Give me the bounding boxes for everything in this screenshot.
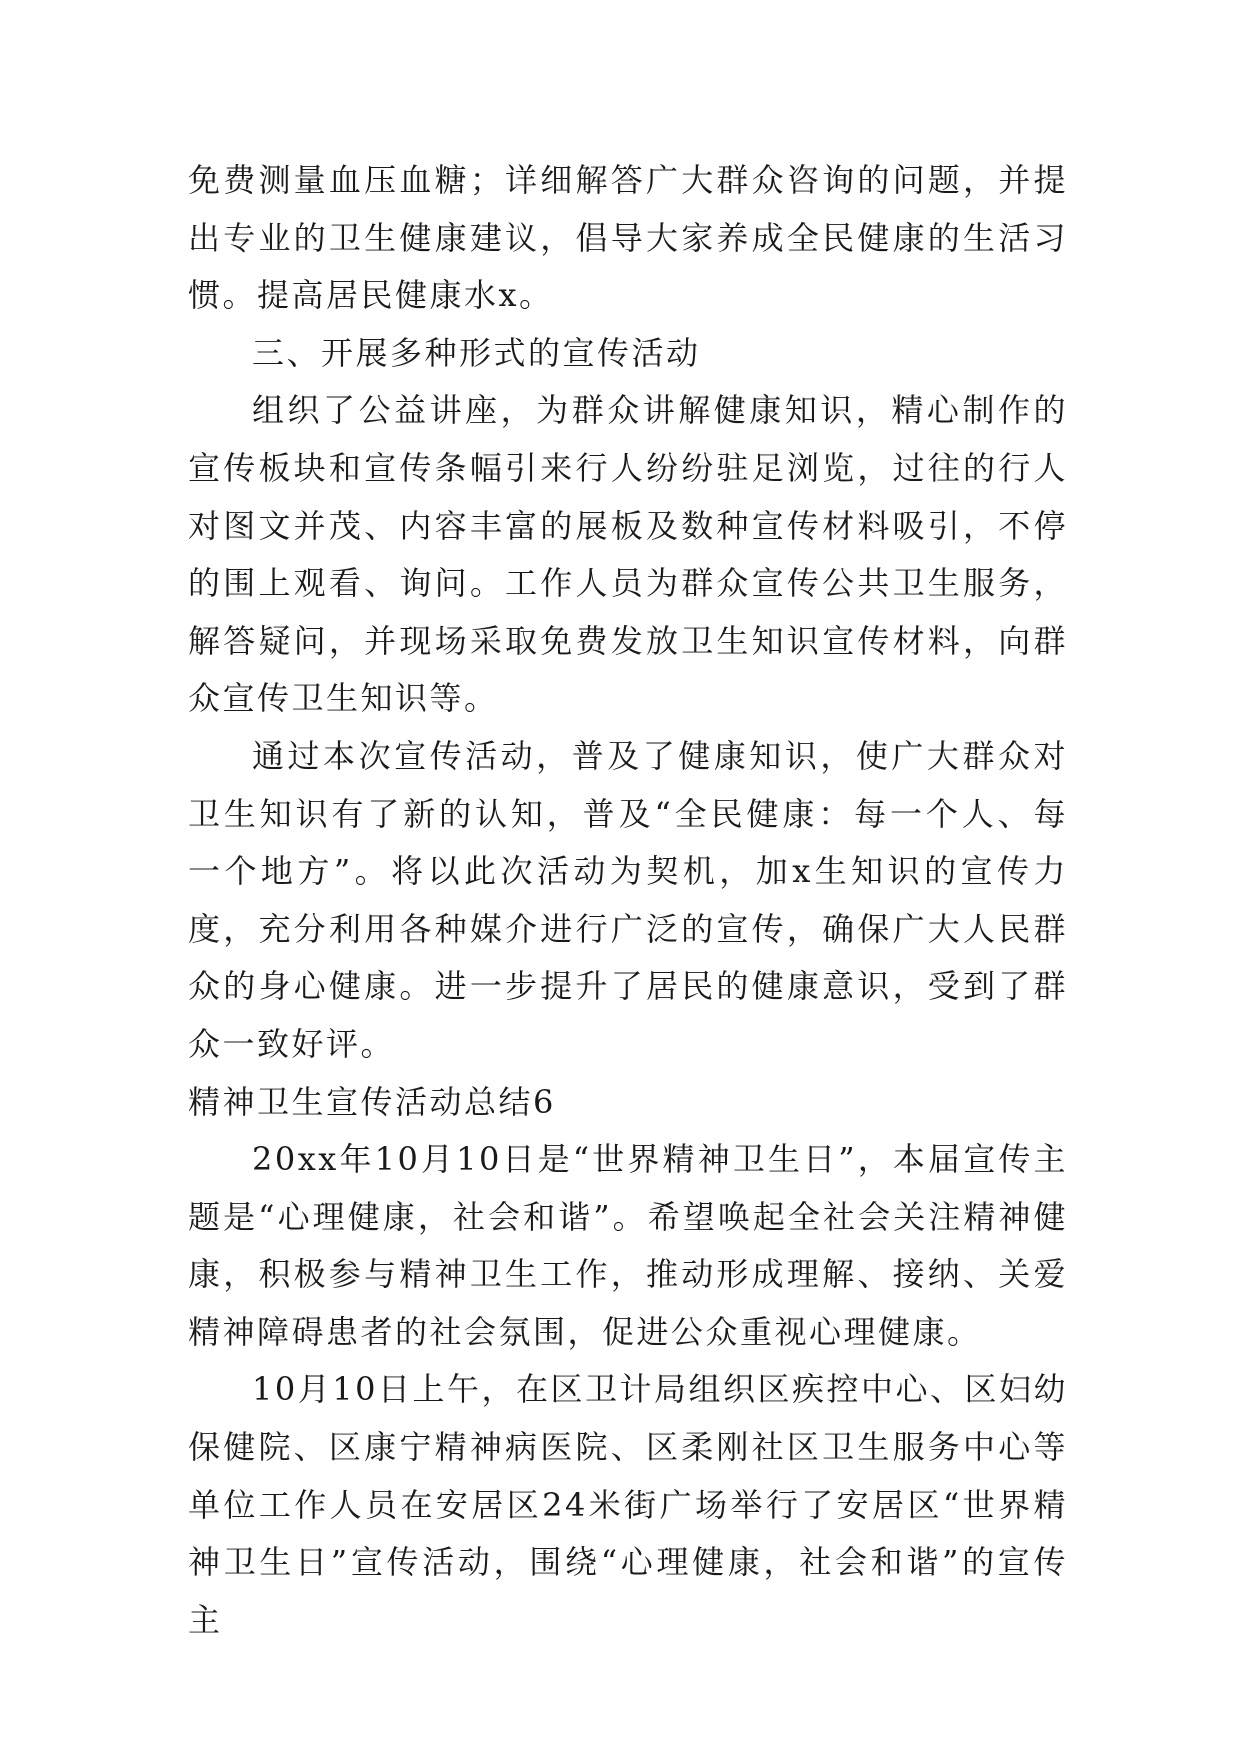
paragraph-continuation: 免费测量血压血糖；详细解答广大群众咨询的问题，并提出专业的卫生健康建议，倡导大家养成全民健康的生活习惯。提高居民健康水x。 <box>188 161 1068 315</box>
summary-title: 精神卫生宣传活动总结6 <box>188 1082 556 1121</box>
paragraph-lecture-activities: 组织了公益讲座，为群众讲解健康知识，精心制作的宣传板块和宣传条幅引来行人纷纷驻足浏览，过往的行人对图文并茂、内容丰富的展板及数种宣传材料吸引，不停的围上观看、询问。工作人员为群众宣传公共卫生服务，解答疑问，并现场采取免费发放卫生知识宣传材料，向群众宣传卫生知识等。 <box>188 391 1068 718</box>
section-heading: 三、开展多种形式的宣传活动 <box>252 333 701 372</box>
document-body <box>188 152 1068 1649</box>
paragraph-summary: 通过本次宣传活动，普及了健康知识，使广大群众对卫生知识有了新的认知，普及“全民健康：每一个人、每一个地方”。将以此次活动为契机，加x生知识的宣传力度，充分利用各种媒介进行广泛的宣传，确保广大人民群众的身心健康。进一步提升了居民的健康意识，受到了群众一致好评。 <box>188 736 1068 1063</box>
paragraph-event-details: 10月10日上午，在区卫计局组织区疾控中心、区妇幼保健院、区康宁精神病医院、区柔刚社区卫生服务中心等单位工作人员在安居区24米街广场举行了安居区“世界精神卫生日”宣传活动，围绕“心理健康，社会和谐”的宣传主 <box>188 1370 1068 1639</box>
paragraph-mental-health-day: 20xx年10月10日是“世界精神卫生日”，本届宣传主题是“心理健康，社会和谐”。希望唤起全社会关注精神健康，积极参与精神卫生工作，推动形成理解、接纳、关爱精神障碍患者的社会氛围，促进公众重视心理健康。 <box>188 1140 1068 1351</box>
